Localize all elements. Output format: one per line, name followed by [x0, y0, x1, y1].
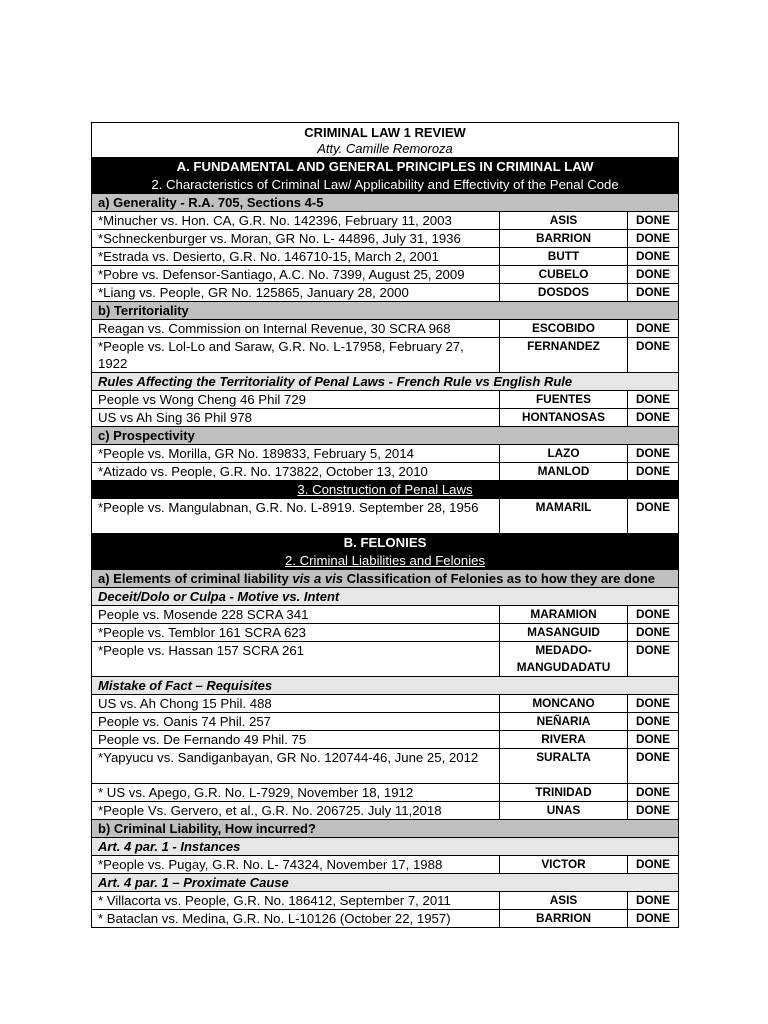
- status-cell: DONE: [628, 856, 679, 874]
- case-citation: *Atizado vs. People, G.R. No. 173822, October 13, 2010: [92, 463, 500, 481]
- case-row: [92, 266, 679, 284]
- case-row: [92, 713, 679, 731]
- subsection-heading: 2. Characteristics of Criminal Law/ Applicability and Effectivity of the Penal Code: [92, 176, 679, 194]
- topic-heading-part: Classification of Felonies as to how they are done: [342, 571, 656, 586]
- topic-heading: b) Territoriality: [92, 302, 679, 320]
- status-cell: DONE: [628, 212, 679, 230]
- case-row: [92, 284, 679, 302]
- rule-header-row: [92, 373, 679, 391]
- status-cell: DONE: [628, 624, 679, 642]
- case-citation: *People vs. Lol-Lo and Saraw, G.R. No. L-17958, February 27, 1922: [92, 338, 500, 373]
- rule-header-row: [92, 588, 679, 606]
- reporter-name: VICTOR: [500, 856, 628, 874]
- case-citation: *People vs. Mangulabnan, G.R. No. L-8919. September 28, 1956: [92, 499, 500, 534]
- section-heading: B. FELONIES: [92, 534, 679, 552]
- case-row: [92, 624, 679, 642]
- reporter-name: SURALTA: [500, 749, 628, 784]
- status-cell: DONE: [628, 338, 679, 373]
- status-cell: DONE: [628, 284, 679, 302]
- reporter-name: FERNANDEZ: [500, 338, 628, 373]
- status-cell: DONE: [628, 391, 679, 409]
- rule-header-row: [92, 677, 679, 695]
- case-row: [92, 463, 679, 481]
- case-citation: US vs. Ah Chong 15 Phil. 488: [92, 695, 500, 713]
- reporter-name: BUTT: [500, 248, 628, 266]
- subsection-header-row: [92, 176, 679, 194]
- topic-header-row: [92, 570, 679, 588]
- section-header-row: [92, 158, 679, 176]
- rule-heading: Deceit/Dolo or Culpa - Motive vs. Intent: [92, 588, 679, 606]
- case-row: [92, 445, 679, 463]
- topic-heading: c) Prospectivity: [92, 427, 679, 445]
- status-cell: DONE: [628, 695, 679, 713]
- case-row: [92, 606, 679, 624]
- rule-header-row: [92, 874, 679, 892]
- status-cell: DONE: [628, 499, 679, 534]
- case-citation: *People vs. Morilla, GR No. 189833, February 5, 2014: [92, 445, 500, 463]
- reporter-name: MONCANO: [500, 695, 628, 713]
- topic-heading-part: vis a vis: [292, 571, 343, 586]
- reporter-name: BARRION: [500, 910, 628, 928]
- topic-heading: b) Criminal Liability, How incurred?: [92, 820, 679, 838]
- case-row: [92, 230, 679, 248]
- status-cell: DONE: [628, 230, 679, 248]
- case-row: [92, 212, 679, 230]
- review-table: [91, 122, 679, 928]
- status-cell: DONE: [628, 784, 679, 802]
- case-citation: *Estrada vs. Desierto, G.R. No. 146710-15, March 2, 2001: [92, 248, 500, 266]
- status-cell: DONE: [628, 445, 679, 463]
- case-row: [92, 695, 679, 713]
- status-cell: DONE: [628, 731, 679, 749]
- case-row: [92, 499, 679, 534]
- reporter-name: NEÑARIA: [500, 713, 628, 731]
- case-citation: *People Vs. Gervero, et al., G.R. No. 206725. July 11,2018: [92, 802, 500, 820]
- status-cell: DONE: [628, 606, 679, 624]
- reporter-name: DOSDOS: [500, 284, 628, 302]
- reporter-name: TRINIDAD: [500, 784, 628, 802]
- case-citation: US vs Ah Sing 36 Phil 978: [92, 409, 500, 427]
- status-cell: DONE: [628, 409, 679, 427]
- case-citation: *Pobre vs. Defensor-Santiago, A.C. No. 7399, August 25, 2009: [92, 266, 500, 284]
- reporter-name: LAZO: [500, 445, 628, 463]
- status-cell: DONE: [628, 320, 679, 338]
- case-citation: People vs Wong Cheng 46 Phil 729: [92, 391, 500, 409]
- rule-header-row: [92, 838, 679, 856]
- case-row: [92, 892, 679, 910]
- case-row: [92, 856, 679, 874]
- section-header-row: [92, 534, 679, 552]
- topic-heading: a) Generality - R.A. 705, Sections 4-5: [92, 194, 679, 212]
- case-citation: People vs. Mosende 228 SCRA 341: [92, 606, 500, 624]
- reporter-name: RIVERA: [500, 731, 628, 749]
- section-heading: A. FUNDAMENTAL AND GENERAL PRINCIPLES IN CRIMINAL LAW: [92, 158, 679, 176]
- status-cell: DONE: [628, 266, 679, 284]
- document-author: Atty. Camille Remoroza: [92, 141, 679, 158]
- title-row: [92, 123, 679, 142]
- status-cell: DONE: [628, 749, 679, 784]
- author-row: [92, 141, 679, 158]
- status-cell: DONE: [628, 463, 679, 481]
- topic-heading: [92, 570, 679, 588]
- reporter-name: ASIS: [500, 212, 628, 230]
- topic-header-row: [92, 427, 679, 445]
- case-citation: *Yapyucu vs. Sandiganbayan, GR No. 120744-46, June 25, 2012: [92, 749, 500, 784]
- subsection-header-row: [92, 552, 679, 570]
- rule-heading: Mistake of Fact – Requisites: [92, 677, 679, 695]
- case-row: [92, 784, 679, 802]
- case-citation: * US vs. Apego, G.R. No. L-7929, November 18, 1912: [92, 784, 500, 802]
- case-citation: People vs. Oanis 74 Phil. 257: [92, 713, 500, 731]
- reporter-name: BARRION: [500, 230, 628, 248]
- case-row: [92, 642, 679, 677]
- reporter-name: CUBELO: [500, 266, 628, 284]
- reporter-name: MANLOD: [500, 463, 628, 481]
- case-citation: *People vs. Hassan 157 SCRA 261: [92, 642, 500, 677]
- case-citation: * Villacorta vs. People, G.R. No. 186412, September 7, 2011: [92, 892, 500, 910]
- status-cell: DONE: [628, 248, 679, 266]
- case-citation: *People vs. Pugay, G.R. No. L- 74324, November 17, 1988: [92, 856, 500, 874]
- case-row: [92, 749, 679, 784]
- status-cell: DONE: [628, 713, 679, 731]
- rule-heading: Rules Affecting the Territoriality of Penal Laws - French Rule vs English Rule: [92, 373, 679, 391]
- case-citation: * Bataclan vs. Medina, G.R. No. L-10126 (October 22, 1957): [92, 910, 500, 928]
- review-table-body: [92, 123, 679, 928]
- reporter-name: UNAS: [500, 802, 628, 820]
- status-cell: DONE: [628, 910, 679, 928]
- case-row: [92, 910, 679, 928]
- case-row: [92, 802, 679, 820]
- subsection-header-row: [92, 481, 679, 499]
- case-row: [92, 248, 679, 266]
- status-cell: DONE: [628, 642, 679, 677]
- case-row: [92, 338, 679, 373]
- case-row: [92, 409, 679, 427]
- reporter-name: ESCOBIDO: [500, 320, 628, 338]
- topic-header-row: [92, 302, 679, 320]
- reporter-name: ASIS: [500, 892, 628, 910]
- rule-heading: Art. 4 par. 1 – Proximate Cause: [92, 874, 679, 892]
- reporter-name: MARAMION: [500, 606, 628, 624]
- reporter-name: MEDADO-MANGUDADATU: [500, 642, 628, 677]
- reporter-name: HONTANOSAS: [500, 409, 628, 427]
- rule-heading: Art. 4 par. 1 - Instances: [92, 838, 679, 856]
- case-citation: Reagan vs. Commission on Internal Revenue, 30 SCRA 968: [92, 320, 500, 338]
- reporter-name: FUENTES: [500, 391, 628, 409]
- case-citation: *Schneckenburger vs. Moran, GR No. L- 44896, July 31, 1936: [92, 230, 500, 248]
- case-citation: *People vs. Temblor 161 SCRA 623: [92, 624, 500, 642]
- topic-header-row: [92, 820, 679, 838]
- case-row: [92, 731, 679, 749]
- subsection-heading: 2. Criminal Liabilities and Felonies: [92, 552, 679, 570]
- document-title: CRIMINAL LAW 1 REVIEW: [92, 123, 679, 142]
- topic-heading-part: a) Elements of criminal liability: [98, 571, 293, 586]
- case-citation: People vs. De Fernando 49 Phil. 75: [92, 731, 500, 749]
- case-row: [92, 391, 679, 409]
- case-citation: *Liang vs. People, GR No. 125865, January 28, 2000: [92, 284, 500, 302]
- status-cell: DONE: [628, 892, 679, 910]
- reporter-name: MAMARIL: [500, 499, 628, 534]
- case-citation: *Minucher vs. Hon. CA, G.R. No. 142396, February 11, 2003: [92, 212, 500, 230]
- document-page: [91, 122, 678, 928]
- case-row: [92, 320, 679, 338]
- status-cell: DONE: [628, 802, 679, 820]
- reporter-name: MASANGUID: [500, 624, 628, 642]
- topic-header-row: [92, 194, 679, 212]
- subsection-heading: 3. Construction of Penal Laws: [92, 481, 679, 499]
